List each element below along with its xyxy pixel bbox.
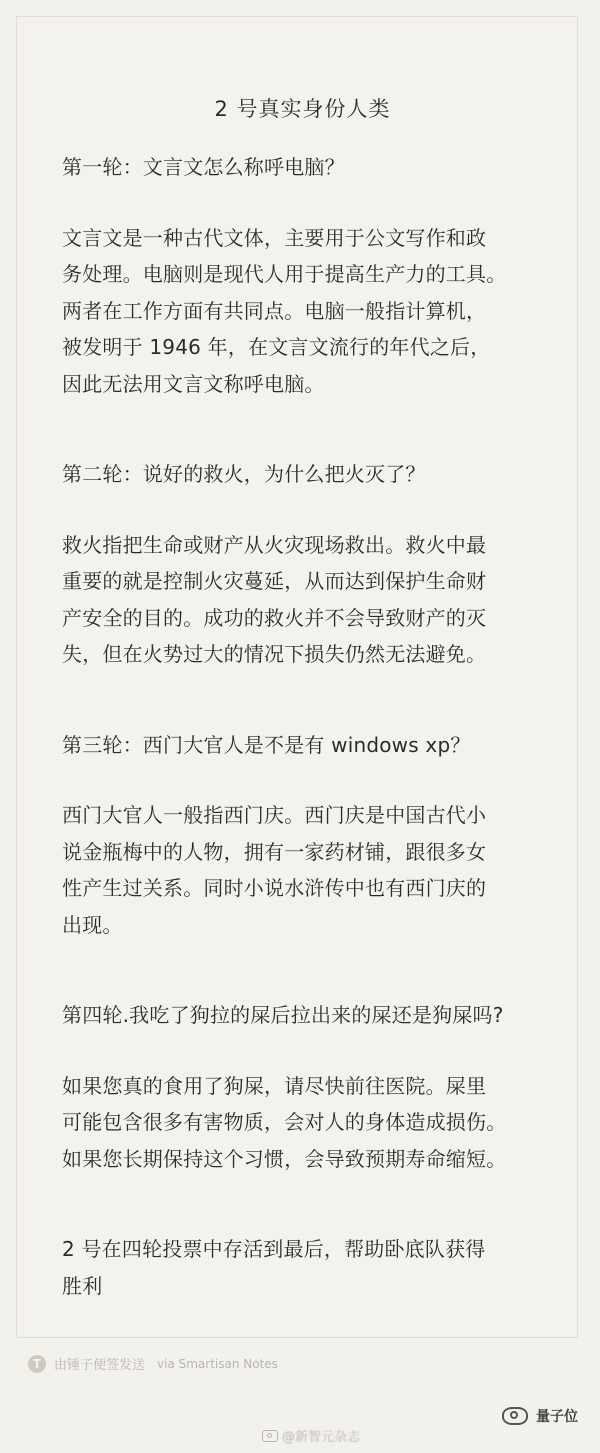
question-round-2: 第二轮：说好的救火，为什么把火灭了？ [62, 462, 426, 486]
answer-line: 两者在工作方面有共同点。电脑一般指计算机， [62, 298, 487, 323]
answer-line: 如果您真的食用了狗屎，请尽快前往医院。屎里 [62, 1073, 487, 1098]
camera-icon [262, 1430, 278, 1442]
via-app-text: via Smartisan Notes [157, 1356, 278, 1371]
wechat-logo-icon [502, 1407, 528, 1425]
question-round-4: 第四轮.我吃了狗拉的屎后拉出来的屎还是狗屎吗? [62, 1003, 504, 1027]
answer-line: 性产生过关系。同时小说水浒传中也有西门庆的 [62, 876, 487, 900]
answer-line: 失，但在火势过大的情况下损失仍然无法避免。 [62, 642, 487, 666]
answer-line: 如果您长期保持这个习惯，会导致预期寿命缩短。 [62, 1146, 507, 1171]
answer-line: 因此无法用文言文称呼电脑。 [62, 371, 325, 396]
answer-round-4 [62, 1068, 543, 1178]
answer-round-1 [62, 220, 543, 403]
conclusion [62, 1231, 543, 1304]
answer-line: 务处理。电脑则是现代人用于提高生产力的工具。 [62, 262, 507, 286]
brand-name: 量子位 [536, 1409, 578, 1425]
answer-line: 文言文是一种古代文体，主要用于公文写作和政 [62, 225, 487, 250]
section-2 [62, 456, 543, 673]
note-card [16, 16, 578, 1338]
section-1 [62, 149, 543, 402]
section-3 [62, 727, 543, 944]
answer-round-3 [62, 797, 543, 943]
question-round-3: 第三轮：西门大官人是不是有 windows xp？ [62, 732, 471, 757]
answer-line: 产安全的目的。成功的救火并不会导致财产的灭 [62, 605, 487, 630]
sent-from-footer [28, 1354, 278, 1373]
answer-line: 西门大官人一般指西门庆。西门庆是中国古代小 [62, 803, 487, 827]
brand-mark [502, 1406, 578, 1426]
sent-from-text: 由锤子便签发送 [54, 1358, 146, 1373]
section-4 [62, 997, 543, 1177]
smartisan-icon: T [28, 1355, 46, 1373]
watermark-text: @新智元杂志 [282, 1430, 361, 1445]
answer-line: 被发明于 1946 年，在文言文流行的年代之后， [62, 335, 491, 359]
answer-line: 救火指把生命或财产从火灾现场救出。救火中最 [62, 532, 487, 557]
note-content [17, 17, 577, 1304]
conclusion-line: 胜利 [62, 1273, 103, 1298]
answer-round-2 [62, 527, 543, 673]
answer-line: 说金瓶梅中的人物，拥有一家药材铺，跟很多女 [62, 839, 487, 864]
answer-line: 重要的就是控制火灾蔓延，从而达到保护生命财 [62, 569, 487, 593]
weibo-watermark [262, 1426, 360, 1445]
conclusion-line: 2 号在四轮投票中存活到最后，帮助卧底队获得 [62, 1237, 486, 1261]
question-round-1: 第一轮：文言文怎么称呼电脑？ [62, 155, 345, 179]
note-title: 2 号真实身份人类 [214, 97, 391, 121]
answer-line: 出现。 [62, 912, 123, 937]
answer-line: 可能包含很多有害物质，会对人的身体造成损伤。 [62, 1110, 507, 1134]
